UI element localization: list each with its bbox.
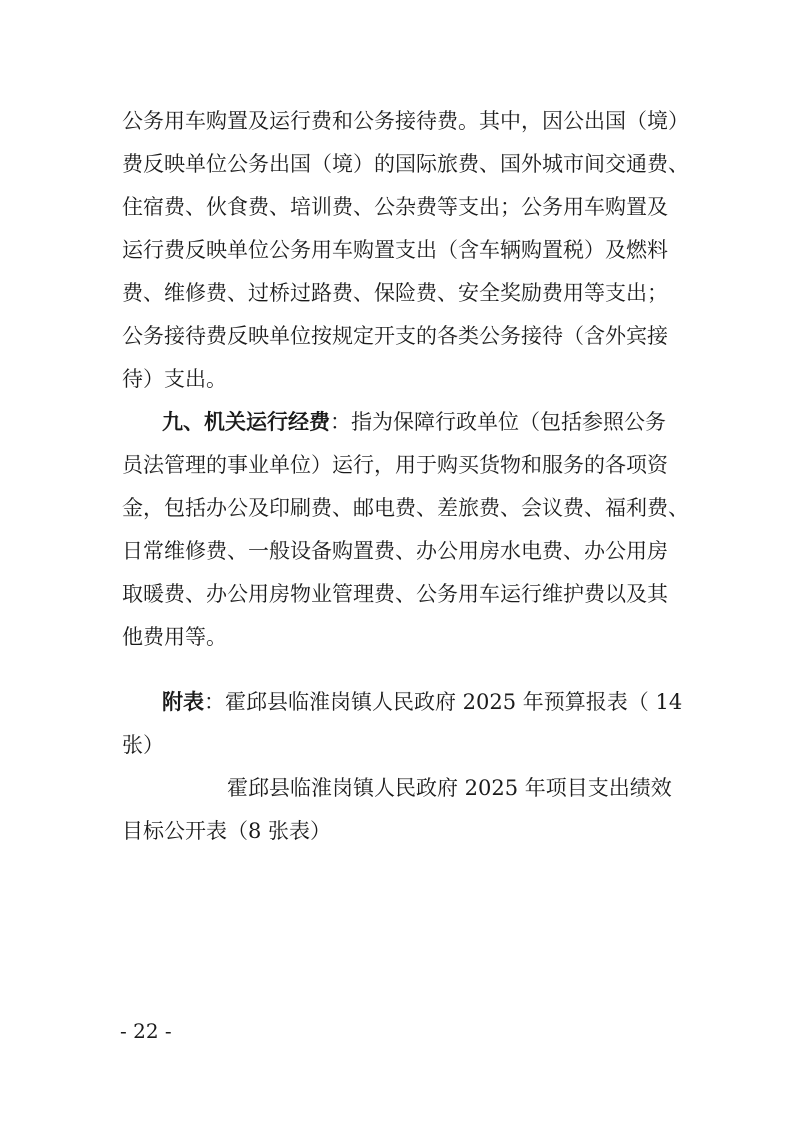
paragraph-line: 公务接待费反映单位按规定开支的各类公务接待（含外宾接 — [122, 324, 668, 348]
paragraph-line: 员法管理的事业单位）运行，用于购买货物和服务的各项资 — [122, 453, 668, 477]
paragraph-line: 金，包括办公及印刷费、邮电费、差旅费、会议费、福利费、 — [122, 496, 689, 520]
section-9-first-line-text: ：指为保障行政单位（包括参照公务 — [330, 410, 666, 434]
attachment-item-1-text: ：霍邱县临淮岗镇人民政府 2025 年预算报表（ 14 — [204, 690, 683, 714]
paragraph-line: 费反映单位公务出国（境）的国际旅费、国外城市间交通费、 — [122, 152, 689, 176]
attachment-item-1-continuation: 张） — [122, 733, 164, 757]
attachment-item-2-continuation: 目标公开表（8 张表） — [122, 819, 332, 843]
paragraph-line: 日常维修费、一般设备购置费、办公用房水电费、办公用房 — [122, 539, 668, 563]
paragraph-line: 运行费反映单位公务用车购置支出（含车辆购置税）及燃料 — [122, 238, 668, 262]
attachment-item-2: 霍邱县临淮岗镇人民政府 2025 年项目支出绩效 — [227, 776, 672, 800]
paragraph-line: 住宿费、伙食费、培训费、公杂费等支出；公务用车购置及 — [122, 195, 668, 219]
paragraph-line: 取暖费、办公用房物业管理费、公务用车运行维护费以及其 — [122, 582, 668, 606]
paragraph-line: 公务用车购置及运行费和公务接待费。其中，因公出国（境） — [122, 109, 689, 133]
paragraph-line: 他费用等。 — [122, 625, 227, 649]
section-9-heading: 九、机关运行经费 — [162, 409, 330, 434]
attachment-label: 附表 — [162, 689, 204, 714]
paragraph-line: 费、维修费、过桥过路费、保险费、安全奖励费用等支出； — [122, 281, 668, 305]
paragraph-line: 待）支出。 — [122, 367, 227, 391]
section-9-first-line — [162, 407, 682, 437]
page-number: - 22 - — [120, 1019, 172, 1043]
attachment-item-1 — [162, 687, 682, 717]
